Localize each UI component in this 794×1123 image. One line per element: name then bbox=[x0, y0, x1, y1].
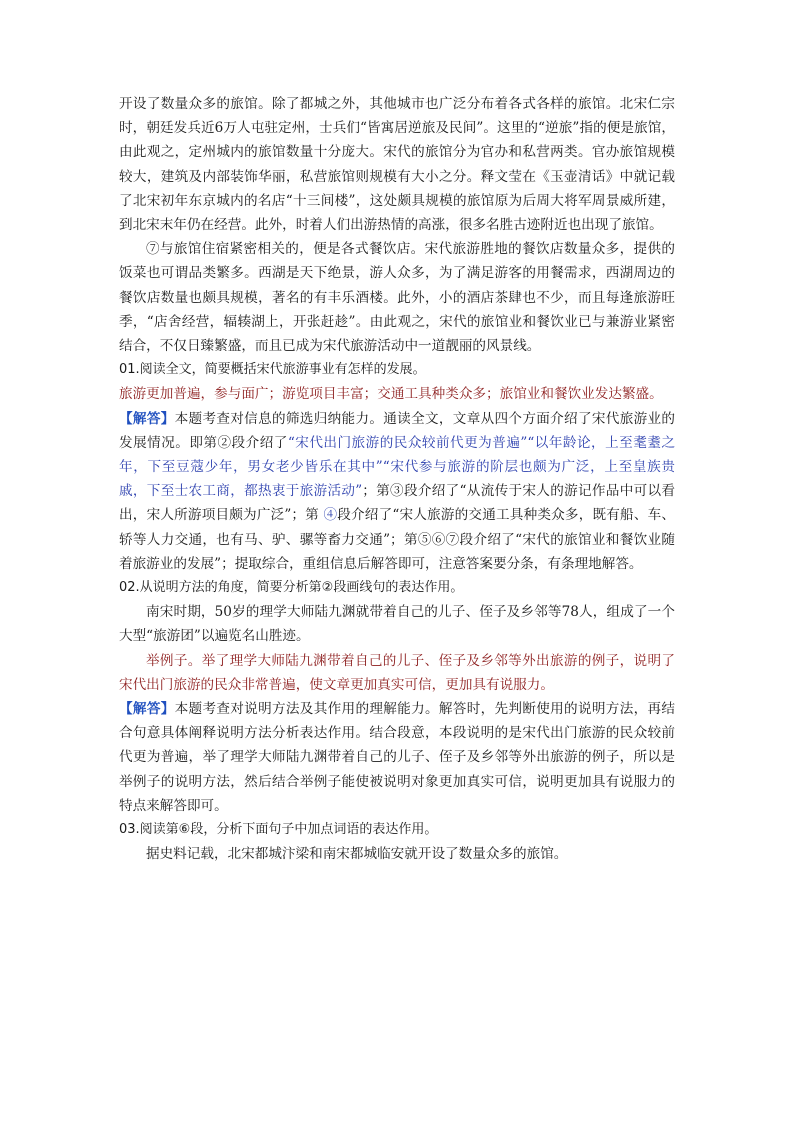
question-3: 03.阅读第⑥段，分析下面句子中加点词语的表达作用。 bbox=[119, 822, 438, 838]
passage-paragraph-7: ⑦与旅馆住宿紧密相关的，便是各式餐饮店。宋代旅游胜地的餐饮店数量众多，提供的饭菜也可谓品类繁多。西湖是天下绝景，游人众多，为了满足游客的用餐需求，西湖周边的餐饮店数量也颇具规模，著名的有丰乐酒楼。此外，小的酒店茶肆也不少，而且每逢旅游旺季，“店舍经营，辐辏湖上，开张赶趁”。由此观之，宋代的旅馆业和餐饮业已与兼游业紧密结合，不仅日臻繁盛，而且已成为宋代旅游活动中一道靓丽的风景线。 bbox=[119, 241, 675, 355]
explanation-1-circled-4: ④ bbox=[323, 507, 338, 524]
explanation-1-quote-blue: “宋代出门旅游的民众较前代更为普遍”“以年龄论，上至耄耋之年，下至豆蔻少年，男女老少皆乐在其中”“宋代参与旅游的阶层也颇为广泛，上至皇族贵戚，下至士农工商，都热衷于旅游活动” bbox=[119, 434, 675, 500]
question-1: 01.阅读全文，简要概括宋代旅游事业有怎样的发展。 bbox=[119, 362, 426, 378]
question-2: 02.从说明方法的角度，简要分析第②段画线句的表达作用。 bbox=[119, 580, 464, 596]
explanation-1-part-2: ；第③段介绍了“从流传于宋人的游记作品中可以看出，宋人所游项目颇为广泛”；第 bbox=[119, 483, 675, 524]
question-3-quote: 据史料记载，北宋都城汴梁和南宋都城临安就开设了数量众多的旅馆。 bbox=[146, 846, 568, 863]
explanation-1-part-1: 本题考查对信息的筛选归纳能力。通读全文，文章从四个方面介绍了宋代旅游业的发展情况。即第②段介绍了 bbox=[119, 410, 676, 451]
answer-1: 旅游更加普遍，参与面广；游览项目丰富；交通工具种类众多；旅馆业和餐饮业发达繁盛。 bbox=[119, 386, 663, 403]
explanation-tag: 【解答】 bbox=[119, 410, 175, 427]
explanation-tag: 【解答】 bbox=[119, 701, 175, 718]
document-page bbox=[119, 92, 675, 867]
explanation-2 bbox=[119, 697, 675, 818]
explanation-1-part-3: 段介绍了“宋人旅游的交通工具种类众多，既有船、车、轿等人力交通，也有马、驴、骡等畜力交通”；第⑤⑥⑦段介绍了“宋代的旅馆业和餐饮业随着旅游业的发展”；提取综合，重组信息后解答即可，注意答案要分条，有条理地解答。 bbox=[119, 507, 675, 572]
answer-2: 举例子。举了理学大师陆九渊带着自己的儿子、侄子及乡邻等外出旅游的例子，说明了宋代出门旅游的民众非常普遍，使文章更加真实可信，更加具有说服力。 bbox=[119, 652, 675, 693]
explanation-1 bbox=[119, 407, 675, 576]
question-2-quote: 南宋时期，50岁的理学大师陆九渊就带着自己的儿子、侄子及乡邻等78人，组成了一个大型“旅游团”以遍览名山胜迹。 bbox=[119, 604, 675, 645]
explanation-2-text: 本题考查对说明方法及其作用的理解能力。解答时，先判断使用的说明方法，再结合句意具体阐释说明方法分析表达作用。结合段意，本段说明的是宋代出门旅游的民众较前代更为普遍，举了理学大师陆九渊带着自己的儿子、侄子及乡邻等外出旅游的例子，所以是举例子的说明方法，然后结合举例子能使被说明对象更加真实可信，说明更加具有说服力的特点来解答即可。 bbox=[119, 701, 676, 814]
passage-paragraph-6-continued: 开设了数量众多的旅馆。除了都城之外，其他城市也广泛分布着各式各样的旅馆。北宋仁宗时，朝廷发兵近6万人屯驻定州，士兵们“皆寓居逆旅及民间”。这里的“逆旅”指的便是旅馆，由此观之，定州城内的旅馆数量十分庞大。宋代的旅馆分为官办和私营两类。官办旅馆规模较大，建筑及内部装饰华丽，私营旅馆则规模有大小之分。释文莹在《玉壶清话》中就记载了北宋初年东京城内的名店“十三间楼”，这处颇具规模的旅馆原为后周大将军周景威所建，到北宋末年仍在经营。此外，时着人们出游热情的高涨，很多名胜古迹附近也出现了旅馆。 bbox=[119, 96, 675, 234]
